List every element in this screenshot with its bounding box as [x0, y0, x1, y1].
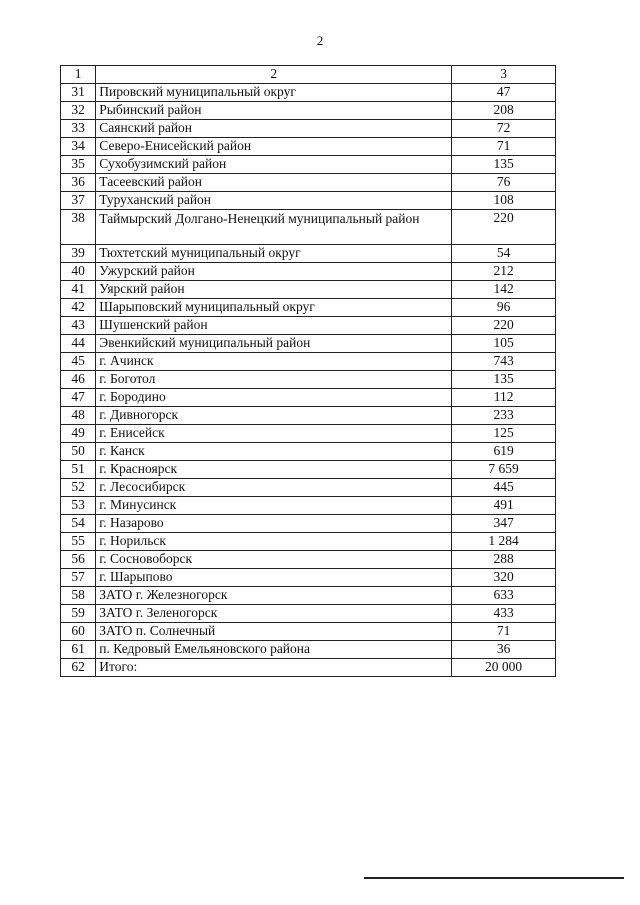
row-value: 433 [452, 605, 556, 623]
row-name: Тасеевский район [96, 174, 452, 192]
row-name: г. Красноярск [96, 461, 452, 479]
row-number: 32 [61, 102, 96, 120]
row-value: 108 [452, 192, 556, 210]
row-number: 36 [61, 174, 96, 192]
row-number: 60 [61, 623, 96, 641]
table-row [61, 551, 556, 569]
row-value: 54 [452, 245, 556, 263]
row-value: 112 [452, 389, 556, 407]
table-row [61, 371, 556, 389]
row-name: г. Минусинск [96, 497, 452, 515]
table-row [61, 515, 556, 533]
row-number: 48 [61, 407, 96, 425]
row-number: 35 [61, 156, 96, 174]
table-row [61, 605, 556, 623]
table-row [61, 443, 556, 461]
table-row [61, 461, 556, 479]
row-name: Пировский муниципальный округ [96, 84, 452, 102]
row-number: 44 [61, 335, 96, 353]
row-number: 49 [61, 425, 96, 443]
row-name: Северо-Енисейский район [96, 138, 452, 156]
row-value: 491 [452, 497, 556, 515]
row-number: 53 [61, 497, 96, 515]
column-header-name: 2 [96, 66, 452, 84]
table-row [61, 623, 556, 641]
row-number: 33 [61, 120, 96, 138]
row-name: г. Боготол [96, 371, 452, 389]
bottom-rule [364, 877, 624, 879]
row-name: п. Кедровый Емельяновского района [96, 641, 452, 659]
row-name: ЗАТО г. Железногорск [96, 587, 452, 605]
table-row [61, 120, 556, 138]
row-number: 41 [61, 281, 96, 299]
row-number: 57 [61, 569, 96, 587]
row-value: 135 [452, 156, 556, 174]
row-value: 36 [452, 641, 556, 659]
table-row [61, 641, 556, 659]
row-name: Рыбинский район [96, 102, 452, 120]
row-value: 743 [452, 353, 556, 371]
table-row [61, 533, 556, 551]
row-number: 39 [61, 245, 96, 263]
table-row [61, 84, 556, 102]
row-value: 7 659 [452, 461, 556, 479]
row-value: 347 [452, 515, 556, 533]
row-number: 43 [61, 317, 96, 335]
column-header-value: 3 [452, 66, 556, 84]
column-header-number: 1 [61, 66, 96, 84]
row-number: 54 [61, 515, 96, 533]
row-number: 61 [61, 641, 96, 659]
row-value: 71 [452, 138, 556, 156]
table-row [61, 407, 556, 425]
table-row [61, 156, 556, 174]
row-value: 135 [452, 371, 556, 389]
row-value: 619 [452, 443, 556, 461]
row-value: 47 [452, 84, 556, 102]
row-number: 51 [61, 461, 96, 479]
table-row [61, 263, 556, 281]
row-number: 62 [61, 659, 96, 677]
table-row [61, 479, 556, 497]
row-value: 208 [452, 102, 556, 120]
table-row [61, 102, 556, 120]
table-row [61, 497, 556, 515]
row-number: 55 [61, 533, 96, 551]
table-row [61, 192, 556, 210]
row-number: 47 [61, 389, 96, 407]
row-name: г. Назарово [96, 515, 452, 533]
row-name: г. Лесосибирск [96, 479, 452, 497]
page-number: 2 [316, 33, 324, 48]
row-value: 96 [452, 299, 556, 317]
row-name: Итого: [96, 659, 452, 677]
row-number: 59 [61, 605, 96, 623]
row-number: 37 [61, 192, 96, 210]
table-row [61, 353, 556, 371]
row-number: 42 [61, 299, 96, 317]
row-name: Шушенский район [96, 317, 452, 335]
row-number: 38 [61, 210, 96, 245]
table-row [61, 569, 556, 587]
row-value: 288 [452, 551, 556, 569]
row-value: 633 [452, 587, 556, 605]
row-value: 320 [452, 569, 556, 587]
row-name: г. Бородино [96, 389, 452, 407]
row-name: г. Ачинск [96, 353, 452, 371]
row-name: ЗАТО г. Зеленогорск [96, 605, 452, 623]
row-number: 31 [61, 84, 96, 102]
row-name: Саянский район [96, 120, 452, 138]
row-value: 220 [452, 210, 556, 245]
row-value: 105 [452, 335, 556, 353]
row-number: 45 [61, 353, 96, 371]
table-row [61, 138, 556, 156]
row-number: 56 [61, 551, 96, 569]
row-name: г. Сосновоборск [96, 551, 452, 569]
row-value: 76 [452, 174, 556, 192]
row-name: Сухобузимский район [96, 156, 452, 174]
row-name: г. Енисейск [96, 425, 452, 443]
row-number: 46 [61, 371, 96, 389]
row-value: 142 [452, 281, 556, 299]
row-name: Уярский район [96, 281, 452, 299]
row-number: 40 [61, 263, 96, 281]
table-header-row [61, 66, 556, 84]
table-row [61, 317, 556, 335]
row-value: 72 [452, 120, 556, 138]
row-name: Шарыповский муниципальный округ [96, 299, 452, 317]
row-name: Тюхтетский муниципальный округ [96, 245, 452, 263]
table-row [61, 245, 556, 263]
row-number: 34 [61, 138, 96, 156]
table-row [61, 174, 556, 192]
row-name: Эвенкийский муниципальный район [96, 335, 452, 353]
allocation-table [60, 65, 556, 677]
row-name: Туруханский район [96, 192, 452, 210]
row-name: Таймырский Долгано-Ненецкий муниципальный район [96, 210, 452, 245]
table-row [61, 425, 556, 443]
row-name: г. Шарыпово [96, 569, 452, 587]
table-row [61, 335, 556, 353]
row-number: 52 [61, 479, 96, 497]
row-value: 212 [452, 263, 556, 281]
row-number: 50 [61, 443, 96, 461]
row-value: 20 000 [452, 659, 556, 677]
table-row [61, 299, 556, 317]
row-value: 125 [452, 425, 556, 443]
table-row [61, 587, 556, 605]
row-value: 445 [452, 479, 556, 497]
table-row [61, 281, 556, 299]
row-value: 1 284 [452, 533, 556, 551]
row-name: г. Дивногорск [96, 407, 452, 425]
table-row [61, 389, 556, 407]
row-name: ЗАТО п. Солнечный [96, 623, 452, 641]
row-value: 233 [452, 407, 556, 425]
row-value: 220 [452, 317, 556, 335]
table-row [61, 659, 556, 677]
row-value: 71 [452, 623, 556, 641]
row-name: г. Канск [96, 443, 452, 461]
table-row [61, 210, 556, 245]
row-name: Ужурский район [96, 263, 452, 281]
row-number: 58 [61, 587, 96, 605]
row-name: г. Норильск [96, 533, 452, 551]
